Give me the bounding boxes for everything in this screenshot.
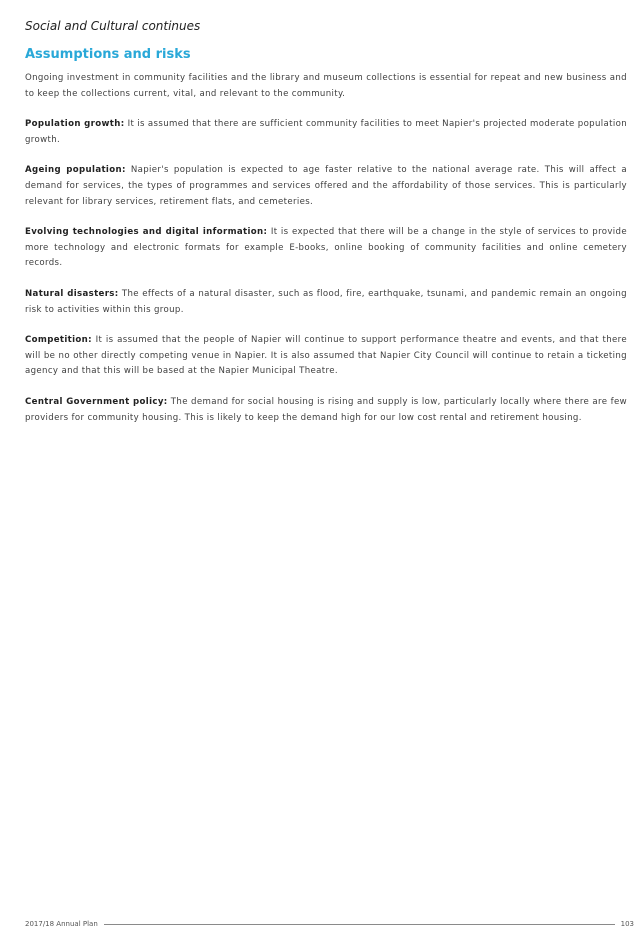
- assumption-natural-disasters: [25, 287, 627, 318]
- assumption-lead: Ageing population:: [25, 165, 126, 176]
- page-footer: [25, 918, 634, 930]
- assumption-lead: Evolving technologies and digital information:: [25, 227, 268, 238]
- assumption-text: The effects of a natural disaster, such as flood, fire, earthquake, tsunami, and pandemic remain an ongoing risk to activities within this group.: [25, 288, 627, 315]
- assumption-competition: [25, 333, 627, 380]
- assumption-evolving-technologies: [25, 225, 627, 272]
- assumption-lead: Competition:: [25, 335, 92, 346]
- assumption-lead: Population growth:: [25, 119, 125, 130]
- page-content: [25, 18, 627, 441]
- intro-paragraph: Ongoing investment in community facilities and the library and museum collections is essential for repeat and new business and to keep the collections current, vital, and relevant to the community.: [25, 73, 627, 99]
- assumption-text: It is expected that there will be a change in the style of services to provide more technology and electronic formats for example E-books, online booking of community facilities and online cemetery records.: [25, 227, 627, 269]
- assumption-central-government-policy: [25, 395, 627, 426]
- section-heading: Assumptions and risks: [25, 47, 191, 62]
- assumption-ageing-population: [25, 163, 627, 210]
- assumption-text: Napier's population is expected to age faster relative to the national average rate. This will affect a demand for services, the types of programmes and services offered and the affordability of those services. This is particularly relevant for library services, retirement flats, and cemeteries.: [25, 165, 627, 207]
- assumption-text: It is assumed that there are sufficient community facilities to meet Napier's projected moderate population growth.: [25, 119, 627, 145]
- assumption-lead: Natural disasters:: [25, 288, 119, 299]
- assumption-lead: Central Government policy:: [25, 396, 168, 407]
- footer-divider: [104, 924, 615, 925]
- page-header-title: Social and Cultural continues: [25, 19, 201, 33]
- assumption-text: The demand for social housing is rising and supply is low, particularly locally where there are few providers for community housing. This is likely to keep the demand high for our low cost rental and retirement housing.: [25, 396, 627, 423]
- footer-label: 2017/18 Annual Plan: [25, 920, 98, 928]
- assumption-population-growth: [25, 117, 627, 148]
- assumption-text: It is assumed that the people of Napier will continue to support performance theatre and events, and that there will be no other directly competing venue in Napier. It is also assumed that Napier City Council will continue to retain a ticketing agency and that this will be based at the Napier Municipal Theatre.: [25, 335, 627, 377]
- page-number: 103: [620, 920, 634, 928]
